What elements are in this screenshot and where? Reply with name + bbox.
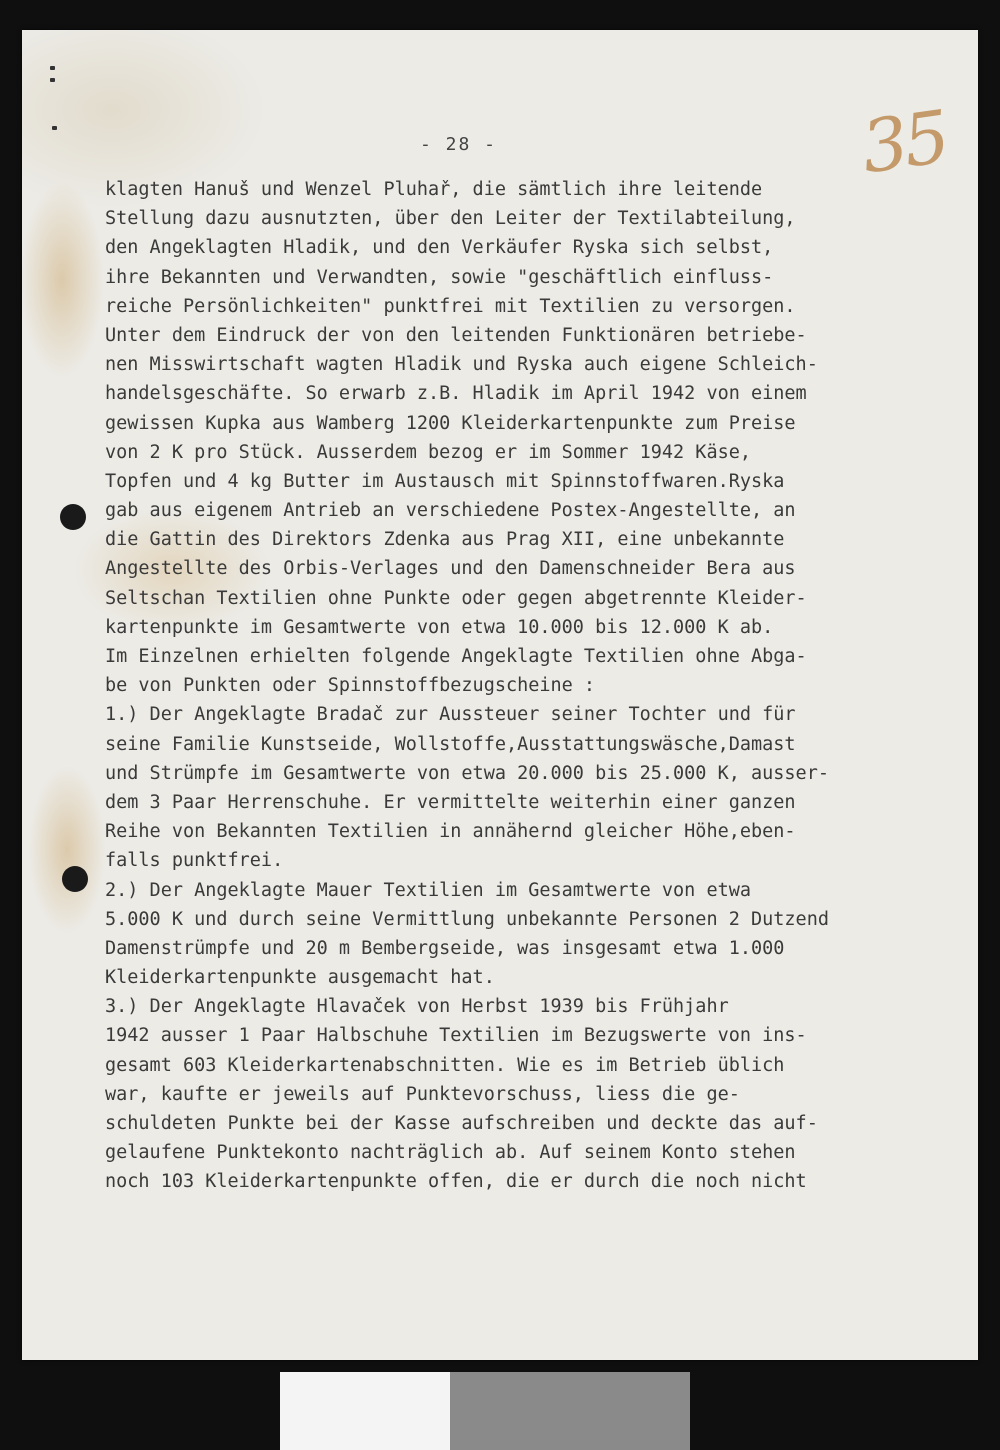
text-line: 3.) Der Angeklagte Hlavaček von Herbst 1939 bis Frühjahr — [105, 996, 729, 1018]
text-line: gewissen Kupka aus Wamberg 1200 Kleiderkartenpunkte zum Preise — [105, 412, 796, 434]
text-line: Unter dem Eindruck der von den leitenden Funktionären betriebe- — [105, 324, 807, 346]
text-line: schuldeten Punkte bei der Kasse aufschreiben und deckte das auf- — [105, 1113, 818, 1134]
scan-calibration-strip — [280, 1372, 450, 1450]
text-line: gesamt 603 Kleiderkartenabschnitten. Wie es im Betrieb üblich — [105, 1054, 785, 1076]
text-line: den Angeklagten Hladik, und den Verkäufer Ryska sich selbst, — [105, 237, 774, 259]
text-line: Damenstrümpfe und 20 m Bembergseide, was insgesamt etwa 1.000 — [105, 937, 785, 959]
text-line: 5.000 K und durch seine Vermittlung unbekannte Personen 2 Dutzend — [105, 908, 829, 930]
text-line: war, kaufte er jeweils auf Punktevorschuss, liess die ge- — [105, 1083, 740, 1105]
text-line: Seltschan Textilien ohne Punkte oder gegen abgetrennte Kleider- — [105, 587, 807, 609]
text-line: falls punktfrei. — [105, 850, 284, 872]
staple-mark — [52, 126, 57, 130]
text-line: noch 103 Kleiderkartenpunkte offen, die er durch die noch nicht — [105, 1171, 807, 1193]
text-line: Stellung dazu ausnutzten, über den Leiter der Textilabteilung, — [105, 208, 796, 230]
text-line: be von Punkten oder Spinnstoffbezugscheine : — [105, 675, 596, 697]
handwritten-page-number: 35 — [856, 94, 952, 190]
text-line: klagten Hanuš und Wenzel Pluhař, die sämtlich ihre leitende — [105, 179, 763, 200]
text-line: die Gattin des Direktors Zdenka aus Prag XII, eine unbekannte — [105, 529, 785, 551]
text-line: reiche Persönlichkeiten" punktfrei mit Textilien zu versorgen. — [105, 295, 796, 317]
punch-hole — [62, 866, 88, 892]
text-line: Kleiderkartenpunkte ausgemacht hat. — [105, 967, 495, 989]
punch-hole — [60, 504, 86, 530]
staple-mark — [50, 66, 55, 70]
text-line: ihre Bekannten und Verwandten, sowie "geschäftlich einfluss- — [105, 266, 774, 288]
text-line: dem 3 Paar Herrenschuhe. Er vermittelte weiterhin einer ganzen — [105, 791, 796, 813]
text-line: und Strümpfe im Gesamtwerte von etwa 20.000 bis 25.000 K, ausser- — [105, 762, 829, 784]
text-line: seine Familie Kunstseide, Wollstoffe,Ausstattungswäsche,Damast — [105, 733, 796, 755]
text-line: nen Misswirtschaft wagten Hladik und Ryska auch eigene Schleich- — [105, 354, 818, 376]
scan-calibration-strip — [450, 1372, 690, 1450]
text-line: gab aus eigenem Antrieb an verschiedene Postex-Angestellte, an — [105, 500, 796, 522]
page-number: - 28 - — [420, 134, 498, 155]
staple-mark — [50, 78, 55, 82]
text-line: gelaufene Punktekonto nachträglich ab. Auf seinem Konto stehen — [105, 1142, 796, 1164]
text-line: 1.) Der Angeklagte Bradač zur Aussteuer seiner Tochter und für — [105, 704, 796, 726]
document-body — [105, 175, 885, 1197]
text-line: Topfen und 4 kg Butter im Austausch mit Spinnstoffwaren.Ryska — [105, 470, 785, 492]
text-line: Im Einzelnen erhielten folgende Angeklagte Textilien ohne Abga- — [105, 646, 807, 667]
text-line: 1942 ausser 1 Paar Halbschuhe Textilien im Bezugswerte von ins- — [105, 1025, 807, 1047]
text-line: von 2 K pro Stück. Ausserdem bezog er im Sommer 1942 Käse, — [105, 441, 752, 463]
text-line: kartenpunkte im Gesamtwerte von etwa 10.000 bis 12.000 K ab. — [105, 616, 774, 638]
text-line: Reihe von Bekannten Textilien in annähernd gleicher Höhe,eben- — [105, 821, 796, 843]
text-line: handelsgeschäfte. So erwarb z.B. Hladik im April 1942 von einem — [105, 383, 807, 405]
text-line: Angestellte des Orbis-Verlages und den Damenschneider Bera aus — [105, 558, 796, 580]
text-line: 2.) Der Angeklagte Mauer Textilien im Gesamtwerte von etwa — [105, 879, 752, 901]
